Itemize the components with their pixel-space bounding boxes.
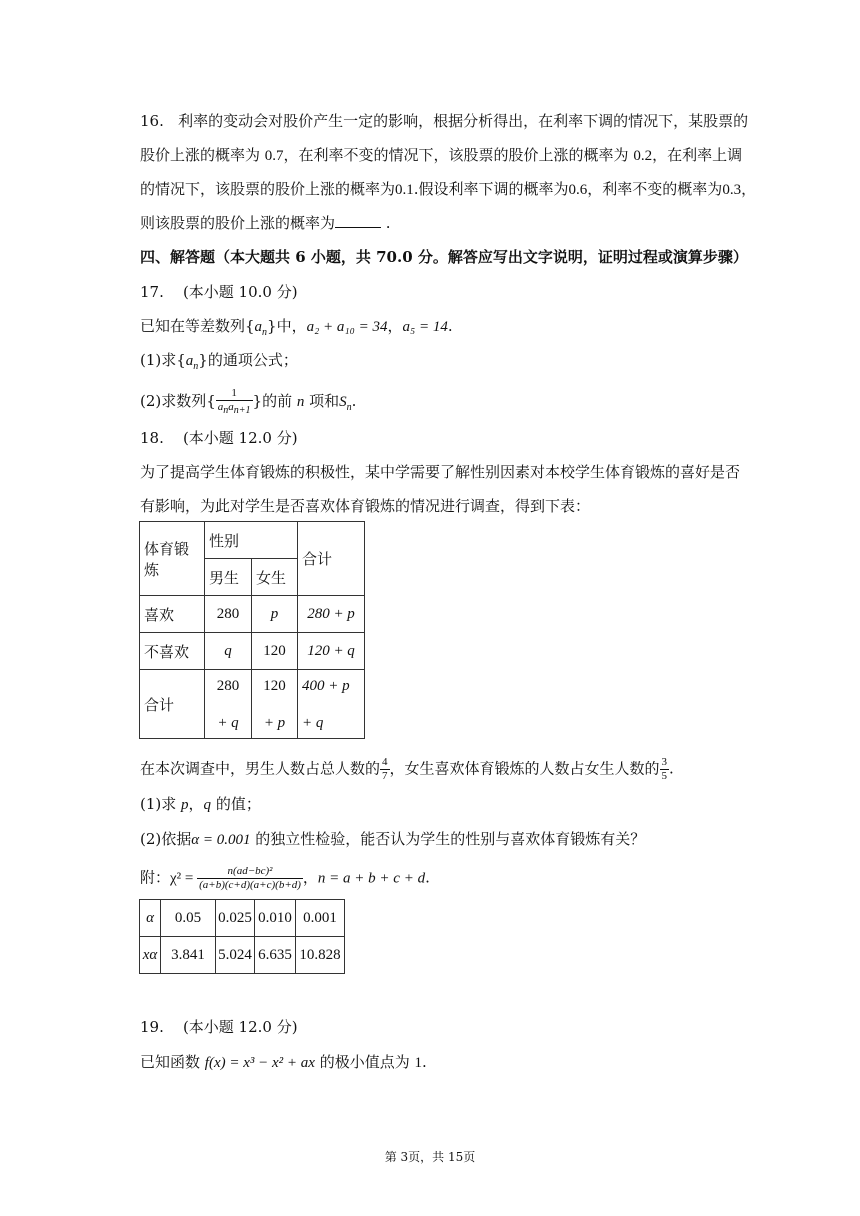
q19-score: (本小题 12.0 分) [182, 1018, 298, 1036]
q17-part-2 [140, 388, 356, 418]
attach-label: 附： [140, 868, 171, 887]
q18-p1-text-b: ， [188, 795, 204, 813]
q17-p2-sum: $S_n$ [339, 394, 352, 414]
q17-p1-text-b: }的通项公式； [198, 351, 298, 369]
q17-equation-2: a₅ = 14 [402, 319, 448, 335]
q17-p2-text-c: 项和 [304, 392, 340, 411]
q17-p1-text-a: (1)求{ [140, 351, 186, 369]
x-alpha-label: xα [140, 937, 161, 974]
page-footer: 第 3页，共 15页 [384, 1150, 476, 1164]
q16-number: 16. [140, 112, 164, 130]
header-male: 男生 [205, 559, 252, 596]
table-row [140, 633, 365, 670]
cell [298, 670, 365, 739]
fraction-4-7 [380, 757, 390, 782]
chi-square-fraction [197, 866, 303, 891]
section-heading: 四、解答题（本大题共 6 小题，共 70.0 分。解答应写出文字说明，证明过程或演算步骤） [140, 248, 748, 266]
table-row [140, 900, 345, 937]
cell [205, 670, 252, 739]
q17-sequence-a: $a_n$ [254, 319, 268, 338]
formula-sep: ， [302, 868, 318, 887]
fraction-3-5 [660, 757, 670, 782]
q17-fraction-denominator: $a_na_{n+1}$ [217, 401, 251, 417]
q16-text-2a: 股价上涨的概率为 [140, 146, 265, 164]
q18-line-3 [140, 757, 674, 782]
cell-line: 400 + p [302, 678, 350, 694]
cell: p [252, 596, 298, 633]
row-label: 喜欢 [140, 596, 205, 633]
q19-text-b: 的极小值点为 [314, 1053, 415, 1071]
cell-line: 280 [216, 678, 240, 694]
q17-score: (本小题 10.0 分) [182, 283, 298, 301]
q17-equation-1: a₂ + a₁₀ = 34 [306, 319, 388, 335]
answer-blank[interactable] [335, 213, 381, 228]
fraction-numerator: 4 [382, 756, 388, 768]
q17-fraction [216, 388, 253, 416]
critical-value-table [139, 899, 345, 974]
q18-text-3a: 在本次调查中，男生人数占总人数的 [140, 759, 381, 778]
cell: 120 [252, 633, 298, 670]
q16-value-07: 0.7 [264, 148, 284, 164]
q16-value-06: 0.6 [568, 182, 588, 198]
fraction-denominator: 5 [661, 770, 668, 782]
q18-p1-text-c: 的值； [211, 795, 261, 813]
q16-value-01: 0.1 [395, 182, 414, 198]
q16-line-2 [140, 145, 742, 166]
q17-p2-text-a: (2)求数列{ [140, 392, 216, 411]
q18-p2-alpha: α = 0.001 [191, 832, 251, 848]
q18-line-1: 为了提高学生体育锻炼的积极性，某中学需要了解性别因素对本校学生体育锻炼的喜好是否 [140, 463, 741, 481]
q16-text-4b: . [381, 214, 391, 232]
table-row [140, 670, 365, 739]
cell: 5.024 [216, 937, 255, 974]
alpha-label: α [140, 900, 161, 937]
q18-text-3b: ，女生喜欢体育锻炼的人数占女生人数的 [389, 759, 660, 778]
q18-p2-text-b: 的独立性检验，能否认为学生的性别与喜欢体育锻炼有关？ [250, 830, 646, 848]
row-label: 不喜欢 [140, 633, 205, 670]
q18-part-2 [140, 829, 645, 850]
cell-line: + q [217, 715, 239, 731]
q18-p2-text-a: (2)依据 [140, 830, 192, 848]
cell: 3.841 [161, 937, 216, 974]
equals: = [181, 870, 198, 887]
table-row [140, 937, 345, 974]
cell: 6.635 [255, 937, 296, 974]
fraction-numerator: 3 [661, 756, 668, 768]
q19-text-a: 已知函数 [140, 1053, 205, 1071]
q17-p2-end: . [351, 392, 357, 411]
q18-p1-q: q [203, 797, 212, 813]
chi-denominator: (a+b)(c+d)(a+c)(b+d) [199, 879, 301, 891]
q16-text-3b: .假设利率下调的概率为 [413, 180, 569, 198]
q18-score: (本小题 12.0 分) [182, 429, 298, 447]
table-row [140, 522, 365, 559]
n-equation: n = a + b + c + d [317, 870, 426, 887]
q19-end: . [421, 1053, 427, 1071]
cell: q [205, 633, 252, 670]
q17-text-1b: }中， [267, 317, 307, 335]
q17-number: 17. [140, 283, 164, 301]
cell: 0.010 [255, 900, 296, 937]
cell: 0.05 [161, 900, 216, 937]
q17-end: . [447, 317, 453, 335]
cell-line: 120 [263, 678, 286, 694]
q16-text-3c: ，利率不变的概率为 [587, 180, 723, 198]
header-activity: 体育锻炼 [140, 522, 205, 596]
q16-text-2b: ，在利率不变的情况下，该股票的股价上涨的概率为 [283, 146, 634, 164]
q18-part-1 [140, 794, 261, 815]
header-gender: 性别 [205, 522, 298, 559]
q19-number: 19. [140, 1018, 164, 1036]
cell: 0.001 [296, 900, 345, 937]
q18-header [140, 428, 298, 448]
q16-value-03: 0.3 [722, 182, 742, 198]
q16-line-3 [140, 179, 756, 200]
q19-line-1 [140, 1052, 427, 1073]
q18-formula-line [140, 866, 430, 891]
q16-value-02: 0.2 [633, 148, 653, 164]
q17-header [140, 282, 298, 302]
q16-text-3d: ， [741, 180, 757, 198]
cell [252, 670, 298, 739]
formula-end: . [425, 868, 430, 887]
cell: 0.025 [216, 900, 255, 937]
q16-text-2c: ，在利率上调 [652, 146, 743, 164]
q18-line-2: 有影响，为此对学生是否喜欢体育锻炼的情况进行调查，得到下表： [140, 497, 591, 515]
fraction-denominator: 7 [382, 770, 388, 782]
q17-p2-text-b: }的前 [252, 392, 297, 411]
q18-p1-p: p [181, 797, 189, 813]
q18-number: 18. [140, 429, 164, 447]
cell-line: + q [302, 715, 324, 731]
cell: 280 [205, 596, 252, 633]
cell: 280 + p [298, 596, 365, 633]
header-total: 合计 [298, 522, 365, 596]
q17-text-1a: 已知在等差数列{ [140, 317, 255, 335]
contingency-table [139, 521, 365, 739]
q17-p2-n: n [296, 394, 305, 411]
q16-text-4a: 则该股票的股价上涨的概率为 [140, 214, 336, 232]
q16-line-4 [140, 213, 391, 233]
q16-text-1: 利率的变动会对股价产生一定的影响，根据分析得出，在利率下调的情况下，某股票的 [178, 112, 749, 130]
cell-line: + p [263, 715, 286, 731]
q17-line-1 [140, 316, 453, 343]
q19-function: f(x) = x³ − x² + ax [204, 1055, 315, 1071]
table-row [140, 596, 365, 633]
header-female: 女生 [252, 559, 298, 596]
q19-value-1: 1 [414, 1055, 422, 1071]
q16-text-3a: 的情况下，该股票的股价上涨的概率为 [140, 180, 396, 198]
chi-numerator: n(ad−bc)² [197, 866, 303, 879]
q17-sep: ， [387, 317, 403, 335]
cell: 120 + q [298, 633, 365, 670]
q17-part-1 [140, 350, 298, 377]
row-label: 合计 [140, 670, 205, 739]
q17-p1-sequence: $a_n$ [185, 353, 199, 372]
q19-header [140, 1017, 298, 1037]
cell: 10.828 [296, 937, 345, 974]
q17-fraction-numerator: 1 [216, 388, 253, 401]
q18-text-3c: . [669, 759, 674, 778]
q16-line-1 [140, 111, 748, 131]
q18-p1-text-a: (1)求 [140, 795, 182, 813]
chi-square: χ² [170, 870, 182, 887]
